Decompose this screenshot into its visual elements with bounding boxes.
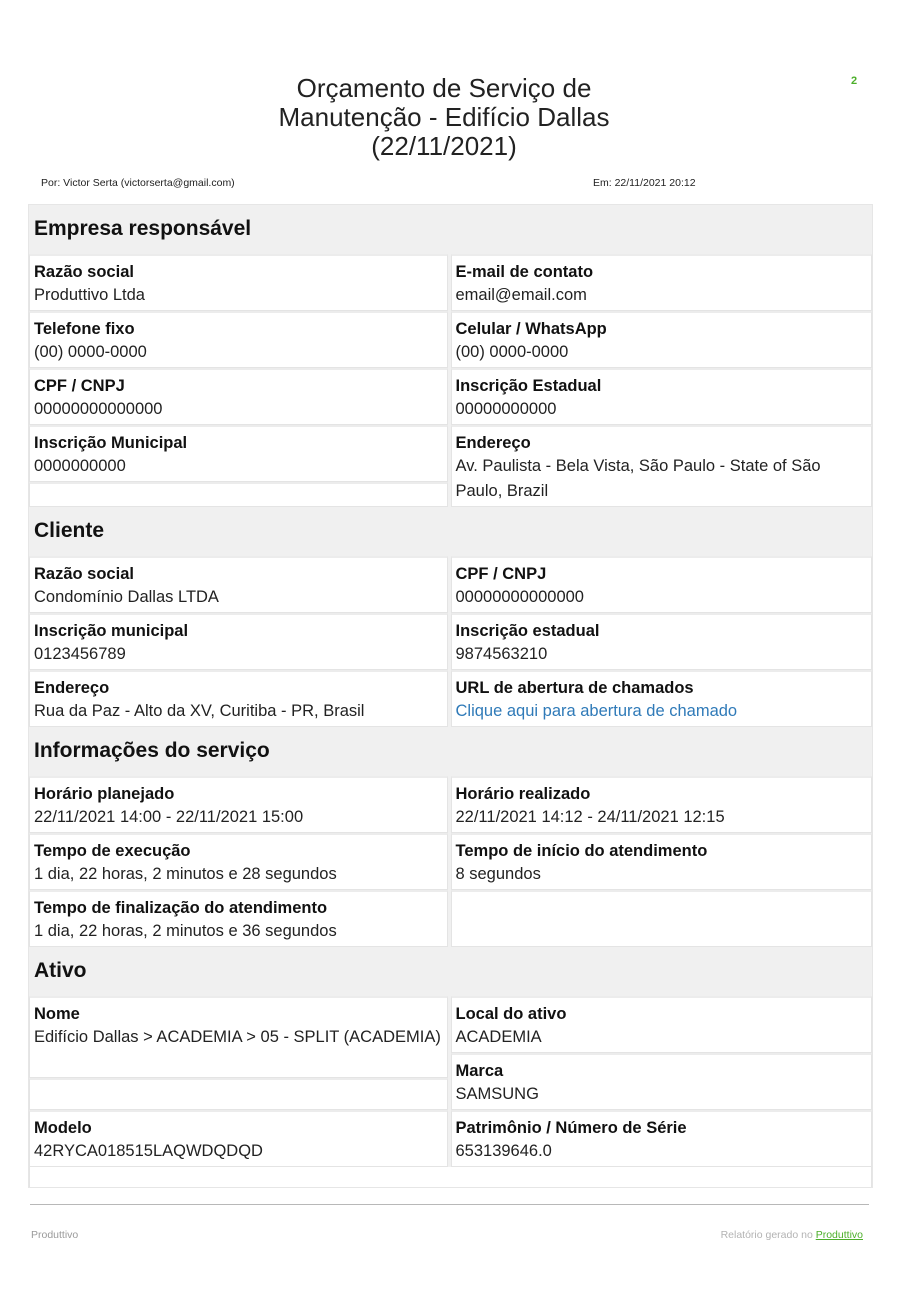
field-empresa-cpf-cnpj	[29, 368, 448, 425]
field-value: (00) 0000-0000	[455, 343, 569, 361]
title-line-2: Manutenção - Edifício Dallas	[278, 102, 610, 132]
field-label: Razão social	[34, 263, 134, 281]
field-label: Razão social	[34, 565, 134, 583]
field-tempo-finalizacao	[29, 890, 448, 947]
empty-cell	[29, 1078, 448, 1110]
field-cliente-endereco	[29, 670, 448, 727]
field-ativo-patrimonio	[451, 1110, 873, 1167]
field-ativo-marca	[451, 1053, 873, 1110]
field-empresa-inscricao-municipal	[29, 425, 448, 482]
field-value: ACADEMIA	[455, 1028, 542, 1046]
field-cliente-url-chamados	[451, 670, 873, 727]
field-empresa-endereco	[451, 425, 873, 507]
field-value: 00000000000000	[455, 588, 584, 606]
field-empresa-razao-social	[29, 254, 448, 311]
field-label: Nome	[34, 1005, 80, 1023]
field-value: 8 segundos	[455, 865, 541, 883]
field-label: Horário planejado	[34, 785, 175, 803]
section-ativo	[29, 996, 872, 1167]
report-created-at: Em: 22/11/2021 20:12	[593, 177, 696, 189]
report-title	[0, 74, 888, 161]
field-value: 1 dia, 22 horas, 2 minutos e 28 segundos	[34, 865, 337, 883]
field-value: 00000000000	[455, 400, 557, 418]
open-ticket-link[interactable]: Clique aqui para abertura de chamado	[455, 702, 738, 720]
field-cliente-razao-social	[29, 556, 448, 613]
field-label: URL de abertura de chamados	[455, 679, 694, 697]
report-body	[28, 204, 873, 1188]
field-label: E-mail de contato	[455, 263, 594, 281]
field-label: Modelo	[34, 1119, 92, 1137]
servico-left-column	[29, 776, 451, 947]
field-value: Produttivo Ltda	[34, 286, 145, 304]
section-header-cliente: Cliente	[29, 507, 872, 556]
field-value: 0000000000	[34, 457, 126, 475]
cliente-right-column	[451, 556, 873, 727]
field-ativo-local	[451, 996, 873, 1053]
field-empresa-email	[451, 254, 873, 311]
field-label: Tempo de finalização do atendimento	[34, 899, 328, 917]
field-value: 1 dia, 22 horas, 2 minutos e 36 segundos	[34, 922, 337, 940]
field-value: Av. Paulista - Bela Vista, São Paulo - State of São Paulo, Brazil	[455, 457, 821, 500]
cliente-left-column	[29, 556, 451, 727]
field-tempo-inicio	[451, 833, 873, 890]
field-value: Condomínio Dallas LTDA	[34, 588, 219, 606]
field-value: email@email.com	[455, 286, 587, 304]
field-horario-planejado	[29, 776, 448, 833]
field-value: 42RYCA018515LAQWDQDQD	[34, 1142, 263, 1160]
field-label: Inscrição Municipal	[34, 434, 188, 452]
section-header-empresa: Empresa responsável	[29, 205, 872, 254]
field-label: Inscrição municipal	[34, 622, 189, 640]
field-label: Tempo de execução	[34, 842, 191, 860]
empresa-right-column	[451, 254, 873, 507]
field-ativo-modelo	[29, 1110, 448, 1167]
servico-right-column	[451, 776, 873, 947]
field-ativo-nome	[29, 996, 448, 1078]
empty-cell	[29, 482, 448, 507]
footer-generated-text: Relatório gerado no	[720, 1229, 813, 1241]
footer-produttivo-link[interactable]: Produttivo	[815, 1229, 863, 1241]
field-label: Endereço	[455, 434, 531, 452]
field-label: Tempo de início do atendimento	[455, 842, 708, 860]
field-value: Edifício Dallas > ACADEMIA > 05 - SPLIT (ACADEMIA)	[34, 1028, 441, 1046]
field-label: Horário realizado	[455, 785, 591, 803]
footer-brand: Produttivo	[31, 1229, 79, 1241]
page-break-stub	[29, 1167, 872, 1187]
field-value: 9874563210	[455, 645, 548, 663]
section-empresa	[29, 254, 872, 507]
ativo-right-column	[451, 996, 873, 1167]
empresa-left-column	[29, 254, 451, 507]
field-label: Telefone fixo	[34, 320, 135, 338]
field-label: Patrimônio / Número de Série	[455, 1119, 687, 1137]
field-value: (00) 0000-0000	[34, 343, 147, 361]
report-author: Por: Victor Serta (victorserta@gmail.com)	[41, 177, 235, 189]
field-empresa-telefone	[29, 311, 448, 368]
field-label: Inscrição Estadual	[455, 377, 602, 395]
section-header-servico: Informações do serviço	[29, 727, 872, 776]
field-value: 0123456789	[34, 645, 126, 663]
section-servico	[29, 776, 872, 947]
field-label: Marca	[455, 1062, 504, 1080]
section-cliente	[29, 556, 872, 727]
field-value: 653139646.0	[455, 1142, 552, 1160]
field-cliente-cpf-cnpj	[451, 556, 873, 613]
field-label: Endereço	[34, 679, 110, 697]
field-value: 22/11/2021 14:12 - 24/11/2021 12:15	[455, 808, 725, 826]
section-header-ativo: Ativo	[29, 947, 872, 996]
field-value: 00000000000000	[34, 400, 163, 418]
title-line-3: (22/11/2021)	[371, 131, 517, 161]
empty-cell	[451, 890, 873, 947]
field-label: Inscrição estadual	[455, 622, 600, 640]
page-number: 2	[851, 75, 858, 87]
field-label: CPF / CNPJ	[34, 377, 125, 395]
ativo-left-column	[29, 996, 451, 1167]
field-value: 22/11/2021 14:00 - 22/11/2021 15:00	[34, 808, 304, 826]
field-empresa-inscricao-estadual	[451, 368, 873, 425]
field-label: Local do ativo	[455, 1005, 567, 1023]
footer-generated	[721, 1229, 863, 1241]
field-empresa-celular	[451, 311, 873, 368]
title-line-1: Orçamento de Serviço de	[296, 73, 592, 103]
field-label: Celular / WhatsApp	[455, 320, 607, 338]
field-label: CPF / CNPJ	[455, 565, 547, 583]
field-cliente-inscricao-municipal	[29, 613, 448, 670]
field-tempo-execucao	[29, 833, 448, 890]
field-value: Rua da Paz - Alto da XV, Curitiba - PR, Brasil	[34, 702, 365, 720]
field-horario-realizado	[451, 776, 873, 833]
field-cliente-inscricao-estadual	[451, 613, 873, 670]
field-value: SAMSUNG	[455, 1085, 539, 1103]
footer-divider	[30, 1204, 869, 1205]
